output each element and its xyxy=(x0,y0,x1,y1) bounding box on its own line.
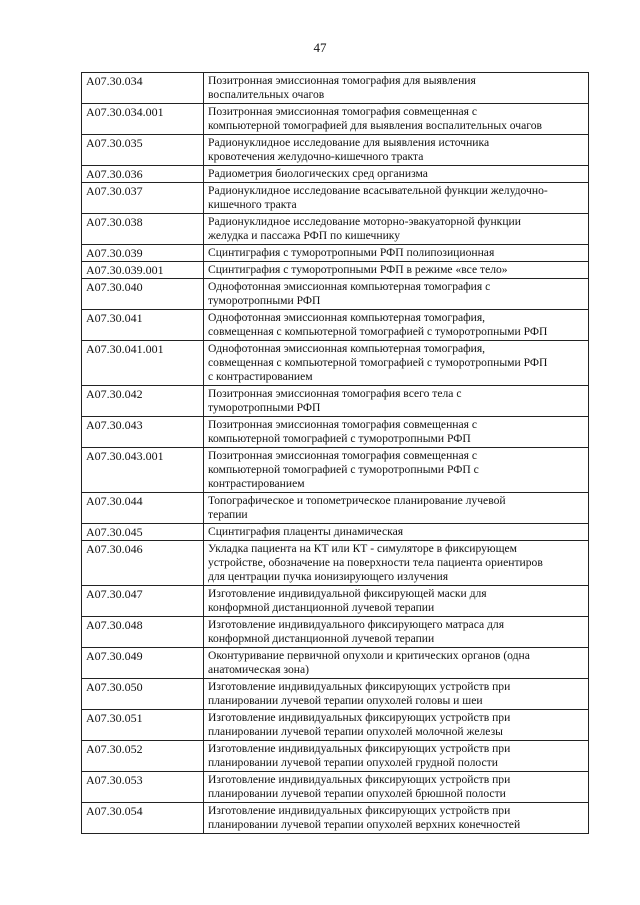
table-row xyxy=(82,310,589,341)
table-row xyxy=(82,648,589,679)
service-name-cell: Позитронная эмиссионная томография совмещенная с компьютерной томографией с туморотропными РФП xyxy=(204,417,589,448)
table-row xyxy=(82,803,589,834)
table-row xyxy=(82,341,589,386)
table-row xyxy=(82,586,589,617)
service-name-cell: Сцинтиграфия с туморотропными РФП полипозиционная xyxy=(204,245,589,262)
table-row xyxy=(82,183,589,214)
table-row xyxy=(82,245,589,262)
table-row xyxy=(82,679,589,710)
service-code-cell: A07.30.044 xyxy=(82,493,204,524)
service-code-cell: A07.30.052 xyxy=(82,741,204,772)
service-name-cell: Изготовление индивидуальных фиксирующих устройств при планировании лучевой терапии опухолей брюшной полости xyxy=(204,772,589,803)
service-code-cell: A07.30.048 xyxy=(82,617,204,648)
service-name-cell: Однофотонная эмиссионная компьютерная томография, совмещенная с компьютерной томографией с туморотропными РФП с контрастированием xyxy=(204,341,589,386)
service-code-cell: A07.30.047 xyxy=(82,586,204,617)
service-code-cell: A07.30.046 xyxy=(82,541,204,586)
service-name-cell: Позитронная эмиссионная томография для выявления воспалительных очагов xyxy=(204,73,589,104)
table-row xyxy=(82,386,589,417)
service-code-cell: A07.30.038 xyxy=(82,214,204,245)
service-name-cell: Изготовление индивидуальных фиксирующих устройств при планировании лучевой терапии опухолей грудной полости xyxy=(204,741,589,772)
service-code-cell: A07.30.037 xyxy=(82,183,204,214)
service-code-cell: A07.30.050 xyxy=(82,679,204,710)
service-code-cell: A07.30.039 xyxy=(82,245,204,262)
service-code-cell: A07.30.041 xyxy=(82,310,204,341)
service-code-cell: A07.30.035 xyxy=(82,135,204,166)
service-name-cell: Топографическое и топометрическое планирование лучевой терапии xyxy=(204,493,589,524)
service-name-cell: Позитронная эмиссионная томография всего тела с туморотропными РФП xyxy=(204,386,589,417)
service-name-cell: Изготовление индивидуальных фиксирующих устройств при планировании лучевой терапии опухолей молочной железы xyxy=(204,710,589,741)
service-name-cell: Изготовление индивидуальных фиксирующих устройств при планировании лучевой терапии опухолей головы и шеи xyxy=(204,679,589,710)
table-row xyxy=(82,617,589,648)
table-row xyxy=(82,741,589,772)
service-name-cell: Радионуклидное исследование всасывательной функции желудочно- кишечного тракта xyxy=(204,183,589,214)
service-code-cell: A07.30.034.001 xyxy=(82,104,204,135)
service-code-cell: A07.30.034 xyxy=(82,73,204,104)
table-row xyxy=(82,214,589,245)
service-name-cell: Оконтуривание первичной опухоли и критических органов (одна анатомическая зона) xyxy=(204,648,589,679)
service-name-cell: Изготовление индивидуальных фиксирующих устройств при планировании лучевой терапии опухолей верхних конечностей xyxy=(204,803,589,834)
service-code-cell: A07.30.049 xyxy=(82,648,204,679)
page-number: 47 xyxy=(313,40,327,55)
service-name-cell: Радиометрия биологических сред организма xyxy=(204,166,589,183)
service-codes-table xyxy=(81,72,589,834)
service-code-cell: A07.30.054 xyxy=(82,803,204,834)
service-name-cell: Однофотонная эмиссионная компьютерная томография, совмещенная с компьютерной томографией с туморотропными РФП xyxy=(204,310,589,341)
service-code-cell: A07.30.043 xyxy=(82,417,204,448)
service-name-cell: Изготовление индивидуальной фиксирующей маски для конформной дистанционной лучевой терапии xyxy=(204,586,589,617)
table-row xyxy=(82,166,589,183)
service-name-cell: Радионуклидное исследование для выявления источника кровотечения желудочно-кишечного тракта xyxy=(204,135,589,166)
table-row xyxy=(82,772,589,803)
table-row xyxy=(82,541,589,586)
table-row xyxy=(82,279,589,310)
service-code-cell: A07.30.039.001 xyxy=(82,262,204,279)
service-name-cell: Сцинтиграфия плаценты динамическая xyxy=(204,524,589,541)
service-name-cell: Радионуклидное исследование моторно-эвакуаторной функции желудка и пассажа РФП по кишечнику xyxy=(204,214,589,245)
service-name-cell: Сцинтиграфия с туморотропными РФП в режиме «все тело» xyxy=(204,262,589,279)
table-row xyxy=(82,710,589,741)
service-name-cell: Изготовление индивидуального фиксирующего матраса для конформной дистанционной лучевой терапии xyxy=(204,617,589,648)
service-code-cell: A07.30.040 xyxy=(82,279,204,310)
service-code-cell: A07.30.041.001 xyxy=(82,341,204,386)
table-row xyxy=(82,448,589,493)
table-row xyxy=(82,493,589,524)
service-code-cell: A07.30.042 xyxy=(82,386,204,417)
table-row xyxy=(82,73,589,104)
service-code-cell: A07.30.045 xyxy=(82,524,204,541)
table-row xyxy=(82,135,589,166)
service-name-cell: Позитронная эмиссионная томография совмещенная с компьютерной томографией для выявления воспалительных очагов xyxy=(204,104,589,135)
table-body xyxy=(82,73,589,834)
service-code-cell: A07.30.036 xyxy=(82,166,204,183)
service-code-cell: A07.30.051 xyxy=(82,710,204,741)
service-code-cell: A07.30.043.001 xyxy=(82,448,204,493)
table-row xyxy=(82,262,589,279)
service-code-cell: A07.30.053 xyxy=(82,772,204,803)
table-row xyxy=(82,417,589,448)
table-row xyxy=(82,524,589,541)
service-name-cell: Однофотонная эмиссионная компьютерная томография с туморотропными РФП xyxy=(204,279,589,310)
service-name-cell: Укладка пациента на КТ или КТ - симуляторе в фиксирующем устройстве, обозначение на поверхности тела пациента ориентиров для центрации пучка ионизирующего излучения xyxy=(204,541,589,586)
table-row xyxy=(82,104,589,135)
service-name-cell: Позитронная эмиссионная томография совмещенная с компьютерной томографией с туморотропными РФП с контрастированием xyxy=(204,448,589,493)
